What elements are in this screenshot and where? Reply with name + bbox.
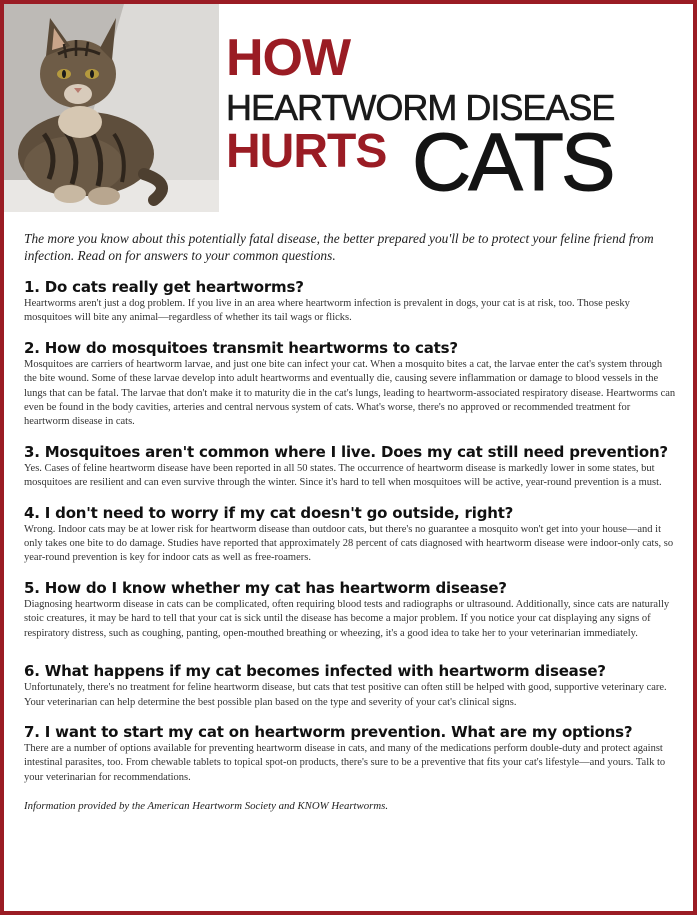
- title-hurts: HURTS: [226, 125, 387, 178]
- faq-item-6: [24, 663, 676, 710]
- title-how: HOW: [226, 29, 351, 87]
- faq-item-4: [24, 505, 676, 566]
- cat-photo: [4, 4, 219, 212]
- faq-item-5: [24, 580, 676, 641]
- faq-heading: 1. Do cats really get heartworms?: [24, 278, 304, 296]
- faq-answer: Unfortunately, there's no treatment for feline heartworm disease, but cats that test positive can often still be helped with good, supportive veterinary care. Your veterinarian can help determine the best possible plan based on the type and severity of your cat's clinical signs.: [24, 682, 667, 708]
- intro-text: The more you know about this potentially fatal disease, the better prepared you'll be to protect your feline friend from infection. Read on for answers to your common questions.: [24, 231, 654, 263]
- header-banner: [4, 4, 693, 212]
- faq-heading: 5. How do I know whether my cat has heartworm disease?: [24, 578, 507, 597]
- source-credit: Information provided by the American Heartworm Society and KNOW Heartworms.: [24, 800, 389, 813]
- faq-heading: 7. I want to start my cat on heartworm prevention. What are my options?: [24, 722, 633, 741]
- faq-heading: 4. I don't need to worry if my cat doesn't go outside, right?: [24, 503, 514, 522]
- article-body: [24, 230, 676, 813]
- faq-answer: Diagnosing heartworm disease in cats can be complicated, often requiring blood tests and radiographs or ultrasound. Additionally, since cats are naturally stoic creatures, it may be hard to tell that your cat is sick until the disease has become a major problem. If you notice your cat displaying any signs of respiratory distress, such as coughing, panting, open-mouthed breathing or wheezing, it's a good idea to take her to your veterinarian immediately.: [24, 598, 670, 639]
- faq-item-7: [24, 724, 676, 785]
- title-heartworm-disease: HEARTWORM DISEASE: [226, 87, 615, 128]
- faq-heading: 3. Mosquitoes aren't common where I live. Does my cat still need prevention?: [24, 442, 668, 461]
- faq-answer: Heartworms aren't just a dog problem. If you live in an area where heartworm infection is prevalent in dogs, your cat is at risk, too. Those pesky mosquitoes will bite any animal—regardless of whether its tail wags or flicks.: [24, 298, 630, 324]
- faq-heading: 6. What happens if my cat becomes infected with heartworm disease?: [24, 662, 606, 681]
- faq-heading: 2. How do mosquitoes transmit heartworms to cats?: [24, 338, 458, 357]
- faq-answer: Wrong. Indoor cats may be at lower risk for heartworm disease than outdoor cats, but there's no guarantee a mosquito won't get into your house—and it only takes one bite to do damage. Studies have reported that approximately 28 percent of cats diagnosed with heartworm disease were indoor-only cats, so year-round prevention is key for indoor cats as well as free-roamers.: [24, 523, 674, 564]
- faq-item-2: [24, 340, 676, 430]
- faq-answer: Yes. Cases of feline heartworm disease have been reported in all 50 states. The occurrence of heartworm disease is markedly lower in some states, but mosquitoes are resilient and can even survive through the winter. Since it's hard to tell when mosquitoes will be active, year-round prevention is a must.: [24, 462, 662, 489]
- title-cats: CATS: [412, 117, 613, 208]
- faq-answer: There are a number of options available for preventing heartworm disease in cats, and many of the medications perform double-duty and protect against intestinal parasites, too. From chewable tablets to topical spot-on products, there's sure to be a preventive that fits your cat's lifestyle—and yours. Talk to your veterinarian for recommendations.: [24, 742, 666, 783]
- tabby-cat-illustration: [4, 4, 219, 212]
- faq-item-1: [24, 279, 676, 326]
- faq-answer: Mosquitoes are carriers of heartworm larvae, and just one bite can infect your cat. When a mosquito bites a cat, the larvae enter the cat's system through the bite wound. Some of these larvae develop into adult heartworms and eventually die, causing severe inflammation or damage to blood vessels in the lungs that can be fatal. The larvae that don't make it to maturity die in the cat's lungs, leading to heartworm-associated respiratory disease. Heartworms can even be found in the body cavities, arteries and central nervous system of cats. What's worse, there's no approved or recommended treatment for heartworm disease in cats.: [24, 358, 676, 428]
- faq-item-3: [24, 444, 676, 491]
